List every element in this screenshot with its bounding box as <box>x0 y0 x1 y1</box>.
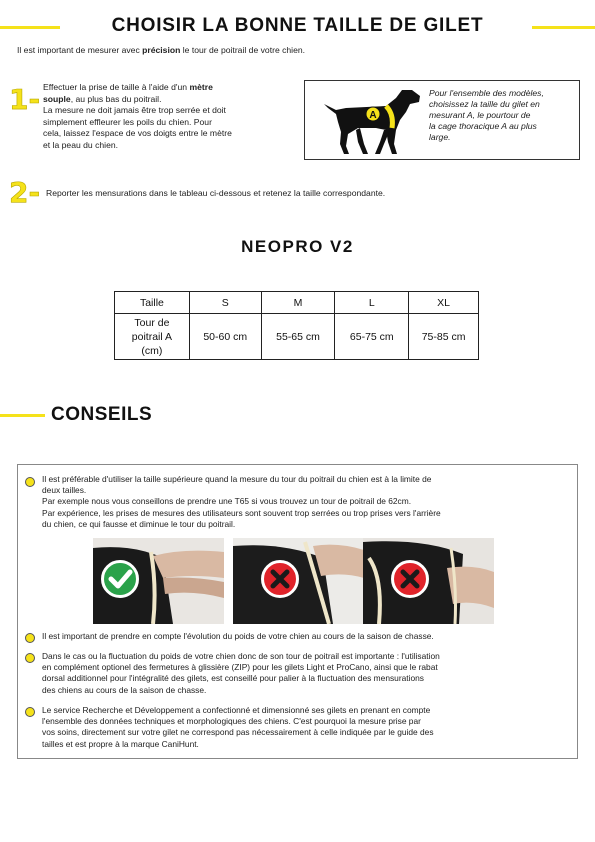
tip-1-text: Il est préférable d'utiliser la taille supérieure quand la mesure du tour du poitrail du chien est à la limite de deux tailles. Par exemple nous vous conseillons de prendre une T65 si vous trouvez un tour de poitrail de 62cm. Par expérience, les prises de mesures des utilisateurs sont souvent trop serrées ou trop prises vers l'arrière du chien, ce qui fausse et diminue le tour du poitrail. <box>42 474 441 529</box>
step-1-text: Effectuer la prise de taille à l'aide d'un mètre souple, au plus bas du poitrail. La mesure ne doit jamais être trop serrée et doit simplement effleurer les poils du chien. Pour cela, laissez l'espace de vos doigts entre le mètre et la peau du chien. <box>43 82 232 150</box>
size-header-cell: S <box>189 292 261 314</box>
step-2-text: Reporter les mensurations dans le tableau ci-dessous et retenez la taille correspondante. <box>46 188 386 198</box>
cross-icon <box>391 560 429 598</box>
size-header-cell: M <box>261 292 335 314</box>
intro-text: Il est important de mesurer avec précision le tour de poitrail de votre chien. <box>17 45 306 55</box>
step-2-number: 2- <box>9 176 41 209</box>
size-header-cell: XL <box>409 292 479 314</box>
size-header-cell: Taille <box>115 292 190 314</box>
size-row-label: Tour de poitrail A (cm) <box>115 314 190 360</box>
tip-bullet-icon <box>25 633 35 643</box>
tip-bullet-icon <box>25 653 35 663</box>
measure-photo-correct <box>93 538 224 624</box>
product-name: NEOPRO V2 <box>241 237 354 256</box>
page-title: CHOISIR LA BONNE TAILLE DE GILET <box>111 15 484 36</box>
size-header-cell: L <box>335 292 409 314</box>
size-value-cell: 65-75 cm <box>335 314 409 360</box>
size-value-cell: 50-60 cm <box>189 314 261 360</box>
tip-2-text: Il est important de prendre en compte l'évolution du poids de votre chien au cours de la saison de chasse. <box>42 631 434 641</box>
size-table-header-row <box>115 292 479 314</box>
tip-bullet-icon <box>25 477 35 487</box>
model-info-text: Pour l'ensemble des modèles, choisissez la taille du gilet en mesurant A, le pourtour de la cage thoracique A au plus large. <box>429 88 544 142</box>
conseils-rule <box>0 414 45 417</box>
measure-marker-a: A <box>369 110 377 121</box>
measure-photo-incorrect-2 <box>363 538 494 624</box>
cross-icon <box>261 560 299 598</box>
tip-3-text: Dans le cas ou la fluctuation du poids de votre chien donc de son tour de poitrail est importante : l'utilisation en complément optionel des fermetures à glissière (ZIP) pour les gilets Light et ProCano, ainsi que le rabat dorsal additionnel pour l'intégralité des gilets, est conseillé pour palier à la fluctuation des mensurations des chiens au cours de la saison de chasse. <box>42 651 440 695</box>
check-icon <box>101 560 139 598</box>
size-value-cell: 55-65 cm <box>261 314 335 360</box>
size-table <box>114 291 479 360</box>
conseils-title: CONSEILS <box>51 404 153 425</box>
size-value-cell: 75-85 cm <box>409 314 479 360</box>
dog-silhouette-icon <box>316 84 424 156</box>
tip-4-text: Le service Recherche et Développement a confectionné et dimensionné ses gilets en prenant en compte l'ensemble des données techniques et morphologiques des chiens. C'est pourquoi la mesure prise par vos soins, directement sur votre gilet ne correspond pas nécessairement à celle indiquée par le guide des tailles et est propre à la marque CaniHunt. <box>42 705 434 749</box>
step-1-number: 1- <box>9 83 41 116</box>
measure-photo-incorrect-1 <box>233 538 364 624</box>
tip-bullet-icon <box>25 707 35 717</box>
size-table-value-row <box>115 314 479 360</box>
